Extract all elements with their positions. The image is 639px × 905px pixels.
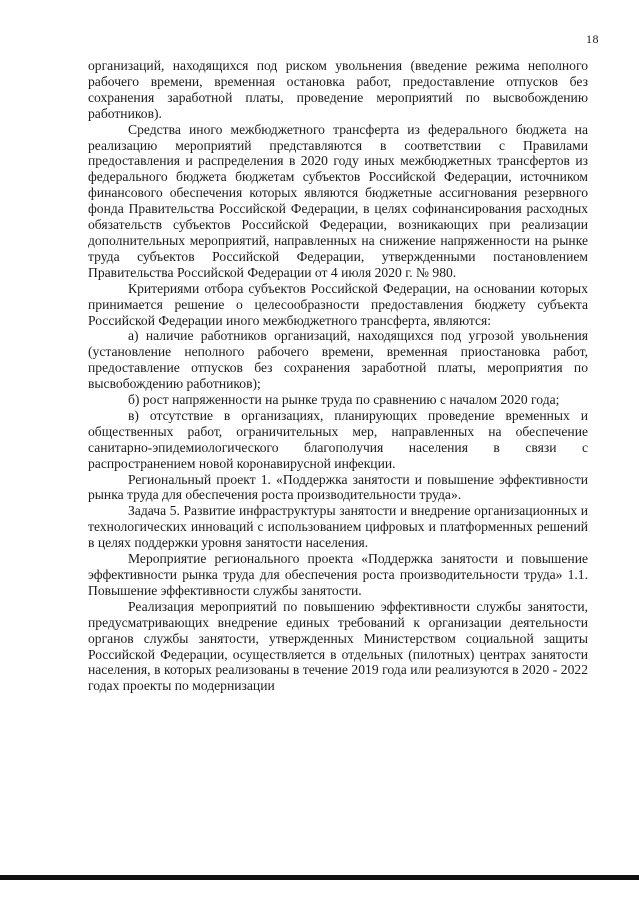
paragraph-continuation: организаций, находящихся под риском увольнения (введение режима неполного рабочего времени, временная остановка работ, предоставление отпусков без сохранения заработной платы, проведение мероприятий по высвобождению работников). [88, 58, 588, 121]
paragraph-funding-rules: Средства иного межбюджетного трансферта из федерального бюджета на реализацию мероприятий представляются в соответствии с Правилами предоставления и распределения в 2020 году иных межбюджетных трансфертов из федерального бюджета бюджетам субъектов Российской Федерации, источником финансового обеспечения которых являются бюджетные ассигнования резервного фонда Правительства Российской Федерации, в целях софинансирования расходных обязательств субъектов Российской Федерации, возникающих при реализации дополнительных мероприятий, направленных на снижение напряженности на рынке труда субъектов Российской Федерации, утвержденными постановлением Правительства Российской Федерации от 4 июля 2020 г. № 980. [88, 121, 588, 280]
bottom-rule [0, 875, 639, 880]
paragraph-regional-project: Региональный проект 1. «Поддержка занятости и повышение эффективности рынка труда для обеспечения роста производительности труда». [88, 471, 588, 503]
paragraph-implementation: Реализация мероприятий по повышению эффективности службы занятости, предусматривающих внедрение единых требований к организации деятельности органов службы занятости, утвержденных Министерством социальной защиты Российской Федерации, осуществляется в отдельных (пилотных) центрах занятости населения, в которых реализованы в течение 2019 года или реализуются в 2020 - 2022 годах проекты по модернизации [88, 598, 588, 694]
paragraph-project-measure: Мероприятие регионального проекта «Поддержка занятости и повышение эффективности рынка труда для обеспечения роста производительности труда» 1.1. Повышение эффективности службы занятости. [88, 551, 588, 598]
criterion-a: а) наличие работников организаций, находящихся под угрозой увольнения (установление неполного рабочего времени, временная приостановка работ, предоставление отпусков без сохранения заработной платы, мероприятия по высвобождению работников); [88, 328, 588, 392]
paragraph-selection-criteria: Критериями отбора субъектов Российской Федерации, на основании которых принимается решение о целесообразности предоставления бюджету субъекта Российской Федерации иного межбюджетного трансферта, являются: [88, 280, 588, 328]
page-number: 18 [586, 32, 599, 46]
document-body [88, 58, 588, 694]
paragraph-task-5: Задача 5. Развитие инфраструктуры занятости и внедрение организационных и технологических инноваций с использованием цифровых и платформенных решений в целях поддержки уровня занятости населения. [88, 503, 588, 551]
criterion-c: в) отсутствие в организациях, планирующих проведение временных и общественных работ, ограничительных мер, направленных на обеспечение санитарно-эпидемиологического благополучия населения в связи с распространением новой коронавирусной инфекции. [88, 407, 588, 471]
criterion-b: б) рост напряженности на рынке труда по сравнению с началом 2020 года; [128, 392, 560, 408]
